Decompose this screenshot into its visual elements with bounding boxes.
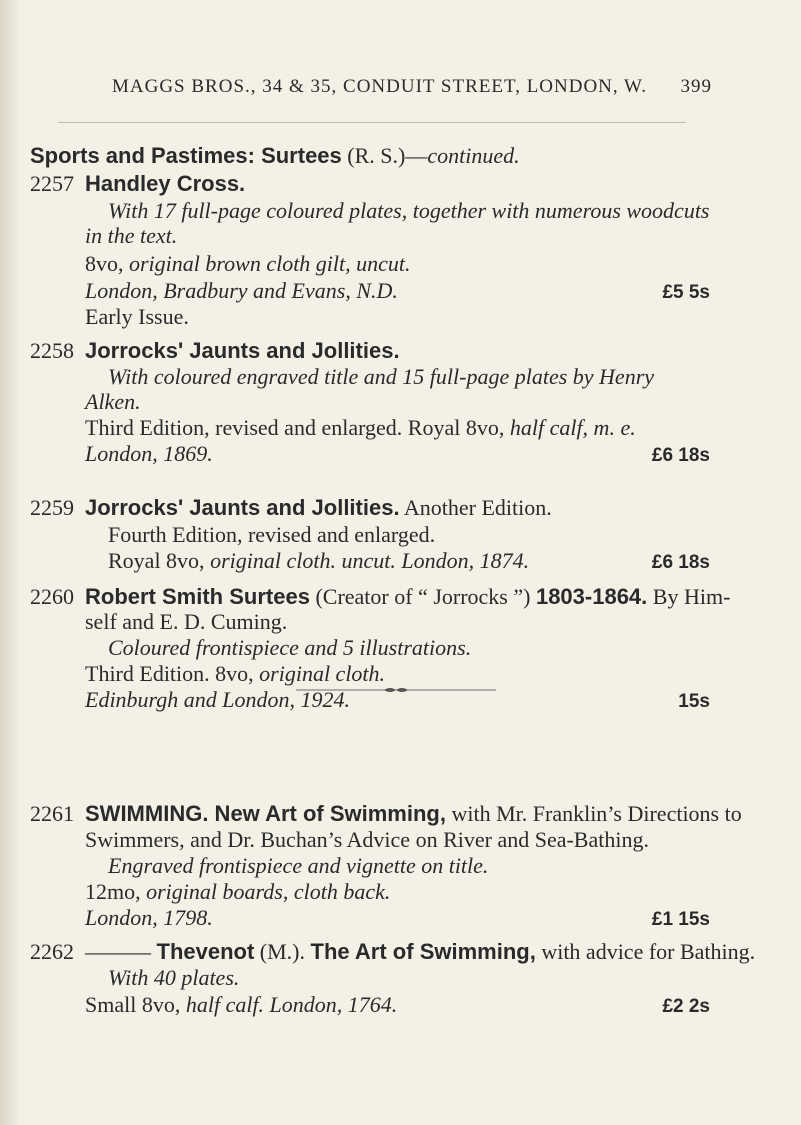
binding-line: Third Edition, revised and enlarged. Royal 8vo, half calf, m. e. (85, 415, 636, 440)
entry-title: Jorrocks' Jaunts and Jollities. (85, 338, 400, 363)
entry-2259 (30, 494, 770, 574)
binding-line: Third Edition. 8vo, original cloth. (85, 661, 386, 686)
entry-2257 (30, 142, 770, 329)
running-header (112, 76, 712, 98)
price: 15s (678, 691, 710, 712)
entry-authors: self and E. D. Cuming. (85, 609, 288, 634)
lot-number: 2262 (30, 939, 74, 964)
imprint-line: London, 1869. (85, 441, 213, 466)
entry-description: With coloured engraved title and 15 full-page plates by Henry (108, 364, 655, 389)
lot-number: 2258 (30, 338, 74, 363)
lot-number: 2260 (30, 584, 74, 609)
entry-2258 (30, 337, 770, 466)
binding-line: Small 8vo, half calf. London, 1764. (85, 992, 398, 1017)
lot-number: 2257 (30, 171, 74, 196)
binding-line: 8vo, original brown cloth gilt, uncut. (85, 251, 411, 276)
lot-number: 2261 (30, 801, 74, 826)
entry-description-cont: in the text. (85, 223, 178, 248)
issue-note: Early Issue. (85, 304, 189, 329)
running-title: MAGGS BROS., 34 & 35, CONDUIT STREET, LONDON, W. (112, 76, 647, 97)
ornament-divider (296, 686, 496, 694)
price: £2 2s (662, 996, 710, 1017)
price: £5 5s (662, 282, 710, 303)
imprint-line: London, 1798. (85, 905, 213, 930)
entry-2260 (30, 583, 770, 712)
entry-description: With 40 plates. (108, 965, 240, 990)
page-edge-shadow (0, 0, 20, 1125)
entry-description: Swimmers, and Dr. Buchan’s Advice on River and Sea-Bathing. (85, 827, 649, 852)
entry-description: Coloured frontispiece and 5 illustrations. (108, 635, 472, 660)
entry-title: Robert Smith Surtees (Creator of “ Jorrocks ”) 1803-1864. By Him- (85, 584, 731, 609)
entry-2262 (30, 938, 770, 1018)
entry-description: Fourth Edition, revised and enlarged. (108, 522, 436, 547)
price: £6 18s (651, 445, 710, 466)
entry-title: ——— Thevenot (M.). The Art of Swimming, with advice for Bathing. (85, 939, 756, 964)
lot-number: 2259 (30, 495, 74, 520)
entry-title: Handley Cross. (85, 171, 246, 196)
imprint-line: Edinburgh and London, 1924. (85, 687, 351, 712)
imprint-line: London, Bradbury and Evans, N.D. (85, 278, 398, 303)
entry-title: Jorrocks' Jaunts and Jollities. Another Edition. (85, 495, 552, 520)
section-heading: Sports and Pastimes: Surtees (R. S.)—continued. (30, 143, 520, 168)
entry-illustrations: Engraved frontispiece and vignette on title. (108, 853, 489, 878)
price: £1 15s (651, 909, 710, 930)
entry-2261 (30, 800, 770, 930)
header-rule (58, 122, 686, 123)
page-number: 399 (680, 76, 712, 97)
entry-title: SWIMMING. New Art of Swimming, with Mr. Franklin’s Directions to (85, 801, 742, 826)
entry-description-cont: Alken. (85, 389, 141, 414)
binding-line: 12mo, original boards, cloth back. (85, 879, 391, 904)
price: £6 18s (651, 552, 710, 573)
binding-line: Royal 8vo, original cloth. uncut. London, 1874. (108, 548, 530, 573)
entry-description: With 17 full-page coloured plates, together with numerous woodcuts (108, 198, 710, 223)
